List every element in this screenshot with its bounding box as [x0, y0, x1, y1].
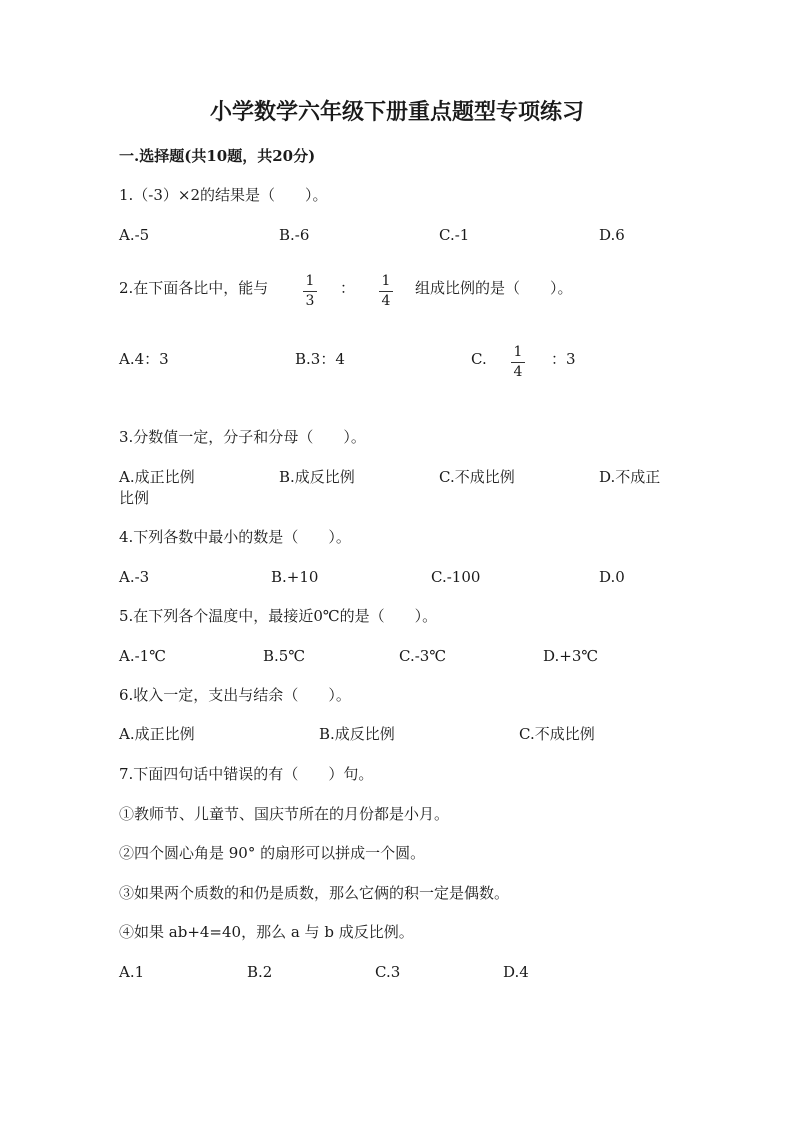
fraction-numerator: 1	[305, 273, 315, 289]
q1-option-d[interactable]: D.6	[599, 226, 625, 244]
q4-option-c[interactable]: C.-100	[431, 568, 481, 586]
q5-option-d[interactable]: D.+3℃	[543, 647, 599, 665]
q1-option-c[interactable]: C.-1	[439, 226, 470, 244]
q6-option-a[interactable]: A.成正比例	[119, 725, 195, 743]
q5-option-b[interactable]: B.5℃	[263, 647, 306, 665]
fraction-one-fourth	[379, 274, 393, 308]
fraction-bar	[303, 291, 317, 292]
q5-option-a[interactable]: A.-1℃	[119, 647, 166, 665]
page-title: 小学数学六年级下册重点题型专项练习	[209, 99, 584, 125]
q2-option-c-fraction	[511, 345, 525, 379]
q7-option-c[interactable]: C.3	[375, 963, 401, 981]
fraction-denominator: 4	[513, 364, 523, 380]
q7-statement-2: ②四个圆心角是 90° 的扇形可以拼成一个圆。	[119, 844, 426, 862]
q4-option-b[interactable]: B.+10	[271, 568, 319, 586]
q2-option-c-suffix: ：3	[551, 350, 576, 368]
q3-option-d-wrap: 比例	[119, 489, 150, 507]
q5-option-c[interactable]: C.-3℃	[399, 647, 447, 665]
question-1-stem: 1.（-3）×2的结果是（ ）。	[119, 186, 328, 204]
q3-option-c[interactable]: C.不成比例	[439, 468, 515, 486]
question-3-stem: 3.分数值一定，分子和分母（ ）。	[119, 428, 366, 446]
q1-option-b[interactable]: B.-6	[279, 226, 310, 244]
question-2-stem-suffix: 组成比例的是（ ）。	[415, 279, 573, 297]
q6-option-c[interactable]: C.不成比例	[519, 725, 595, 743]
q2-option-b[interactable]: B.3：4	[295, 350, 345, 368]
q7-statement-3: ③如果两个质数的和仍是质数，那么它俩的积一定是偶数。	[119, 884, 510, 902]
q7-statement-1: ①教师节、儿童节、国庆节所在的月份都是小月。	[119, 805, 450, 823]
q3-option-b[interactable]: B.成反比例	[279, 468, 355, 486]
q3-option-d[interactable]: D.不成正	[599, 468, 661, 486]
q7-option-a[interactable]: A.1	[119, 963, 145, 981]
fraction-numerator: 1	[381, 273, 391, 289]
fraction-one-third	[303, 274, 317, 308]
question-6-stem: 6.收入一定，支出与结余（ ）。	[119, 686, 351, 704]
q2-option-a[interactable]: A.4：3	[119, 350, 169, 368]
q4-option-a[interactable]: A.-3	[119, 568, 150, 586]
q6-option-b[interactable]: B.成反比例	[319, 725, 395, 743]
question-5-stem: 5.在下列各个温度中，最接近0℃的是（ ）。	[119, 607, 438, 625]
q7-option-d[interactable]: D.4	[503, 963, 529, 981]
q7-option-b[interactable]: B.2	[247, 963, 273, 981]
question-2-stem-prefix: 2.在下面各比中，能与	[119, 279, 269, 297]
question-7-stem: 7.下面四句话中错误的有（ ）句。	[119, 765, 374, 783]
fraction-bar	[379, 291, 393, 292]
ratio-colon: ：	[340, 279, 356, 297]
q4-option-d[interactable]: D.0	[599, 568, 625, 586]
fraction-bar	[511, 362, 525, 363]
q3-option-a[interactable]: A.成正比例	[119, 468, 195, 486]
q1-option-a[interactable]: A.-5	[119, 226, 150, 244]
fraction-numerator: 1	[513, 344, 523, 360]
fraction-denominator: 3	[305, 293, 315, 309]
q7-statement-4: ④如果 ab+4=40，那么 a 与 b 成反比例。	[119, 923, 414, 941]
question-4-stem: 4.下列各数中最小的数是（ ）。	[119, 528, 351, 546]
section-heading: 一.选择题(共10题，共20分)	[119, 147, 316, 165]
q2-option-c[interactable]: C.	[471, 350, 487, 368]
fraction-denominator: 4	[381, 293, 391, 309]
